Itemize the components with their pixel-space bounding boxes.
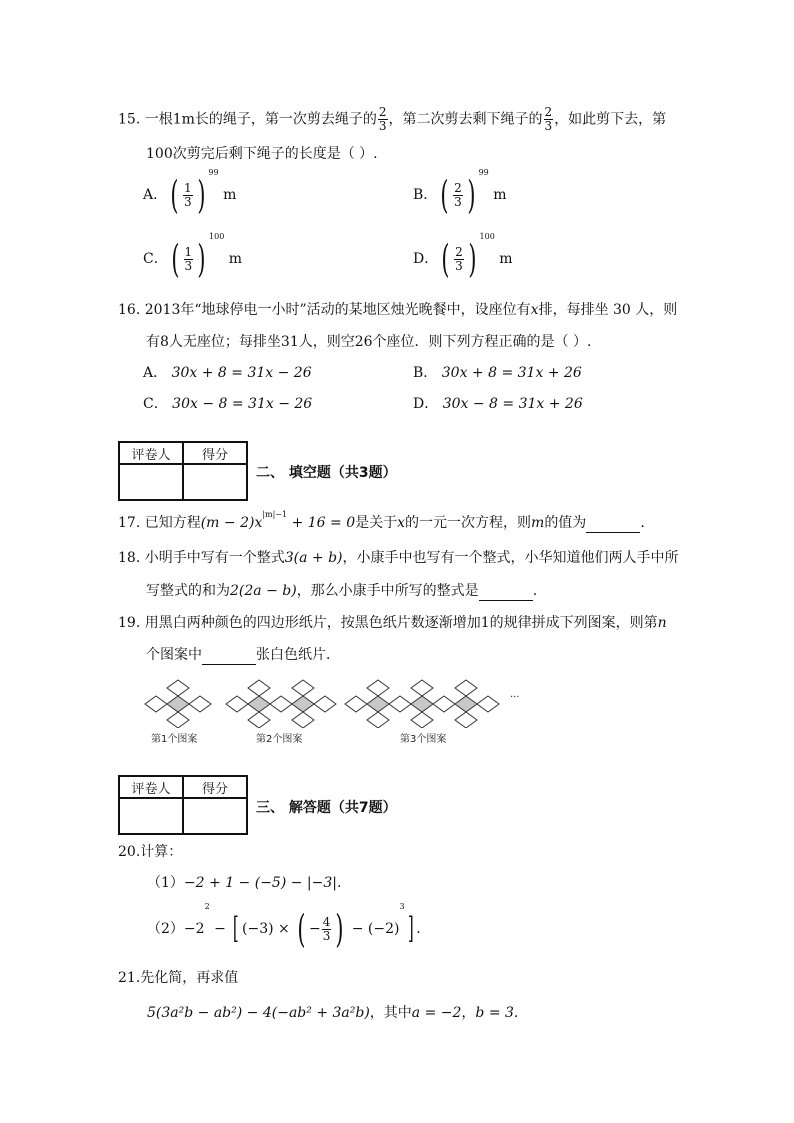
score-table — [118, 775, 248, 835]
q15-text: ，如此剪下去，第 — [554, 111, 667, 128]
pattern-1 — [145, 680, 211, 728]
score-cell[interactable] — [183, 464, 247, 500]
pattern-2 — [226, 680, 336, 728]
grader-label: 评卷人 — [119, 776, 183, 798]
fraction: $\frac{2}{3}$ — [544, 105, 553, 133]
q20-part2: $(2)-2^2$ − [ (−3) × ( − $\frac{4}{3}$ ) − $(-2)^3$] . — [147, 902, 421, 951]
answer-blank[interactable] — [586, 518, 640, 533]
caption-1: 第1个图案 — [151, 734, 198, 745]
question-number: 20. — [118, 844, 141, 860]
answer-blank[interactable] — [202, 650, 256, 665]
q18-line2: 写整式的和为2(2a − b)，那么小康手中所写的整式是 . — [146, 583, 538, 599]
question-number: 21. — [118, 970, 141, 986]
pattern-figure — [140, 676, 540, 728]
option-a[interactable]: A．( $\frac{1}{3}$ )$^{99}$ m — [143, 168, 237, 217]
q15-text: 一根1m长的绳子，第一次剪去绳子的 — [144, 111, 377, 128]
option-c[interactable]: C．( $\frac{1}{3}$ )$^{100}$ m — [143, 232, 243, 281]
q19-line2: 个图案中 张白色纸片． — [146, 647, 340, 663]
question-number: 18. — [118, 550, 141, 566]
answer-blank[interactable] — [479, 586, 533, 601]
section-title: 二、 填空题（共3题） — [256, 465, 397, 481]
q17-line: 17. 已知方程$(m - 2)x^{|m|-1} + 16 = 0$是关于x的一元一次方程，则m的值为 . — [118, 510, 645, 531]
question-number: 19. — [118, 615, 141, 631]
q20-title: 20.计算： — [118, 844, 183, 860]
caption-2: 第2个图案 — [256, 734, 303, 745]
q18-line1: 18. 小明手中写有一个整式3(a + b)，小康手中也写有一个整式，小华知道他们两人手中所 — [118, 550, 679, 566]
grader-cell[interactable] — [119, 798, 183, 834]
score-label: 得分 — [183, 776, 247, 798]
q15-line1 — [118, 106, 666, 133]
q16-line2: 有8人无座位；每排坐31人，则空26个座位．则下列方程正确的是（ ）. — [146, 334, 592, 350]
q15-text: ，第二次剪去剩下绳子的 — [388, 111, 543, 128]
grader-label: 评卷人 — [119, 442, 183, 464]
option-b[interactable]: B．( $\frac{2}{3}$ )$^{99}$ m — [413, 168, 507, 217]
q15-line2: 100次剪完后剩下绳子的长度是（ ）. — [146, 146, 378, 162]
option-b[interactable]: B． 30x + 8 = 31x + 26 — [413, 365, 582, 381]
ellipsis: ··· — [510, 692, 520, 703]
q21-expression: 5(3a²b − ab²) − 4(−ab² + 3a²b)，其中a = −2，b = 3. — [147, 1005, 519, 1021]
option-d[interactable]: D． 30x − 8 = 31x + 26 — [413, 396, 583, 412]
q21-title: 21.先化简，再求值 — [118, 970, 239, 986]
q20-part1: （1）−2 + 1 − (−5) − |−3|. — [147, 875, 342, 891]
option-a[interactable]: A． 30x + 8 = 31x − 26 — [143, 365, 312, 381]
caption-3: 第3个图案 — [400, 734, 447, 745]
fraction: $\frac{2}{3}$ — [378, 105, 387, 133]
option-d[interactable]: D．( $\frac{2}{3}$ )$^{100}$ m — [413, 232, 513, 281]
section-title: 三、 解答题（共7题） — [256, 800, 397, 816]
pattern-3 — [345, 680, 499, 728]
score-cell[interactable] — [183, 798, 247, 834]
question-number: 17. — [118, 515, 141, 531]
question-number: 16. — [118, 302, 141, 318]
option-c[interactable]: C． 30x − 8 = 31x − 26 — [143, 396, 313, 412]
q19-line1: 19. 用黑白两种颜色的四边形纸片，按黑色纸片数逐渐增加1的规律拼成下列图案，则第n — [118, 615, 667, 631]
score-table — [118, 441, 248, 501]
question-number: 15. — [118, 111, 141, 128]
grader-cell[interactable] — [119, 464, 183, 500]
q16-line1: 16. 2013年“地球停电一小时”活动的某地区烛光晚餐中，设座位有x排，每排坐 30 人，则 — [118, 302, 678, 318]
score-label: 得分 — [183, 442, 247, 464]
